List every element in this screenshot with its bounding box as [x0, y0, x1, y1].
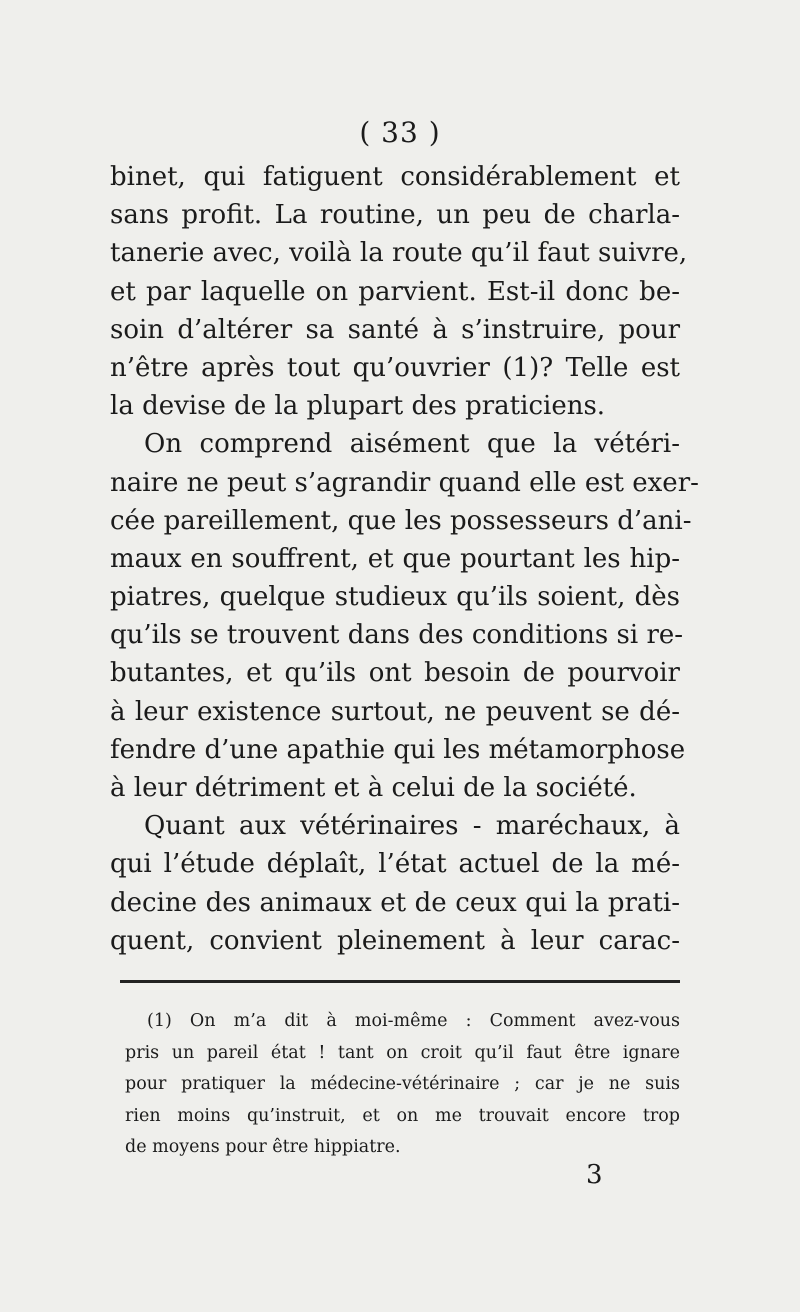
text-line: binet, qui fatiguent considérablement et	[110, 162, 680, 192]
footnote-line: (1) On m’a dit à moi-même : Comment avez-vous	[147, 1011, 680, 1031]
footnote-divider	[120, 980, 680, 983]
text-line: maux en souffrent, et que pourtant les hip-	[110, 543, 680, 574]
text-line: tanerie avec, voilà la route qu’il faut suivre,	[110, 238, 688, 269]
text-line: butantes, et qu’ils ont besoin de pourvoir	[110, 658, 680, 689]
text-line: piatres, quelque studieux qu’ils soient, dès	[110, 582, 680, 613]
text-line: à leur existence surtout, ne peuvent se dé-	[110, 696, 680, 727]
text-line: On comprend aisément que la vétéri-	[144, 429, 680, 460]
page-number: ( 33 )	[359, 116, 441, 149]
text-line: soin d’altérer sa santé à s’instruire, pour	[110, 314, 680, 345]
text-line: Quant aux vétérinaires - maréchaux, à	[144, 811, 680, 842]
text-line: et par laquelle on parvient. Est-il donc be-	[110, 276, 680, 307]
text-line: qu’ils se trouvent dans des conditions si re-	[110, 620, 684, 651]
signature-mark: 3	[586, 1160, 603, 1190]
text-line: fendre d’une apathie qui les métamorphose	[110, 734, 686, 765]
footnote-line: pour pratiquer la médecine-vétérinaire ; car je ne suis	[125, 1074, 680, 1094]
text-line: qui l’étude déplaît, l’état actuel de la mé-	[110, 849, 680, 880]
text-line: la devise de la plupart des praticiens.	[110, 391, 606, 422]
text-line: à leur détriment et à celui de la société.	[110, 773, 637, 803]
footnote-line: pris un pareil état ! tant on croit qu’il faut être ignare	[125, 1042, 680, 1063]
text-line: n’être après tout qu’ouvrier (1)? Telle est	[110, 352, 680, 383]
text-line: sans profit. La routine, un peu de charla-	[110, 200, 680, 231]
text-line: cée pareillement, que les possesseurs d’ani-	[110, 505, 692, 536]
body-text	[110, 158, 699, 960]
text-line: naire ne peut s’agrandir quand elle est exer-	[110, 467, 699, 498]
text-line: decine des animaux et de ceux qui la prati-	[110, 887, 680, 918]
footnote-line: de moyens pour être hippiatre.	[125, 1137, 401, 1157]
footnote	[125, 1006, 680, 1164]
footnote-line: rien moins qu’instruit, et on me trouvait encore trop	[125, 1105, 680, 1126]
text-line: quent, convient pleinement à leur carac-	[110, 925, 680, 956]
